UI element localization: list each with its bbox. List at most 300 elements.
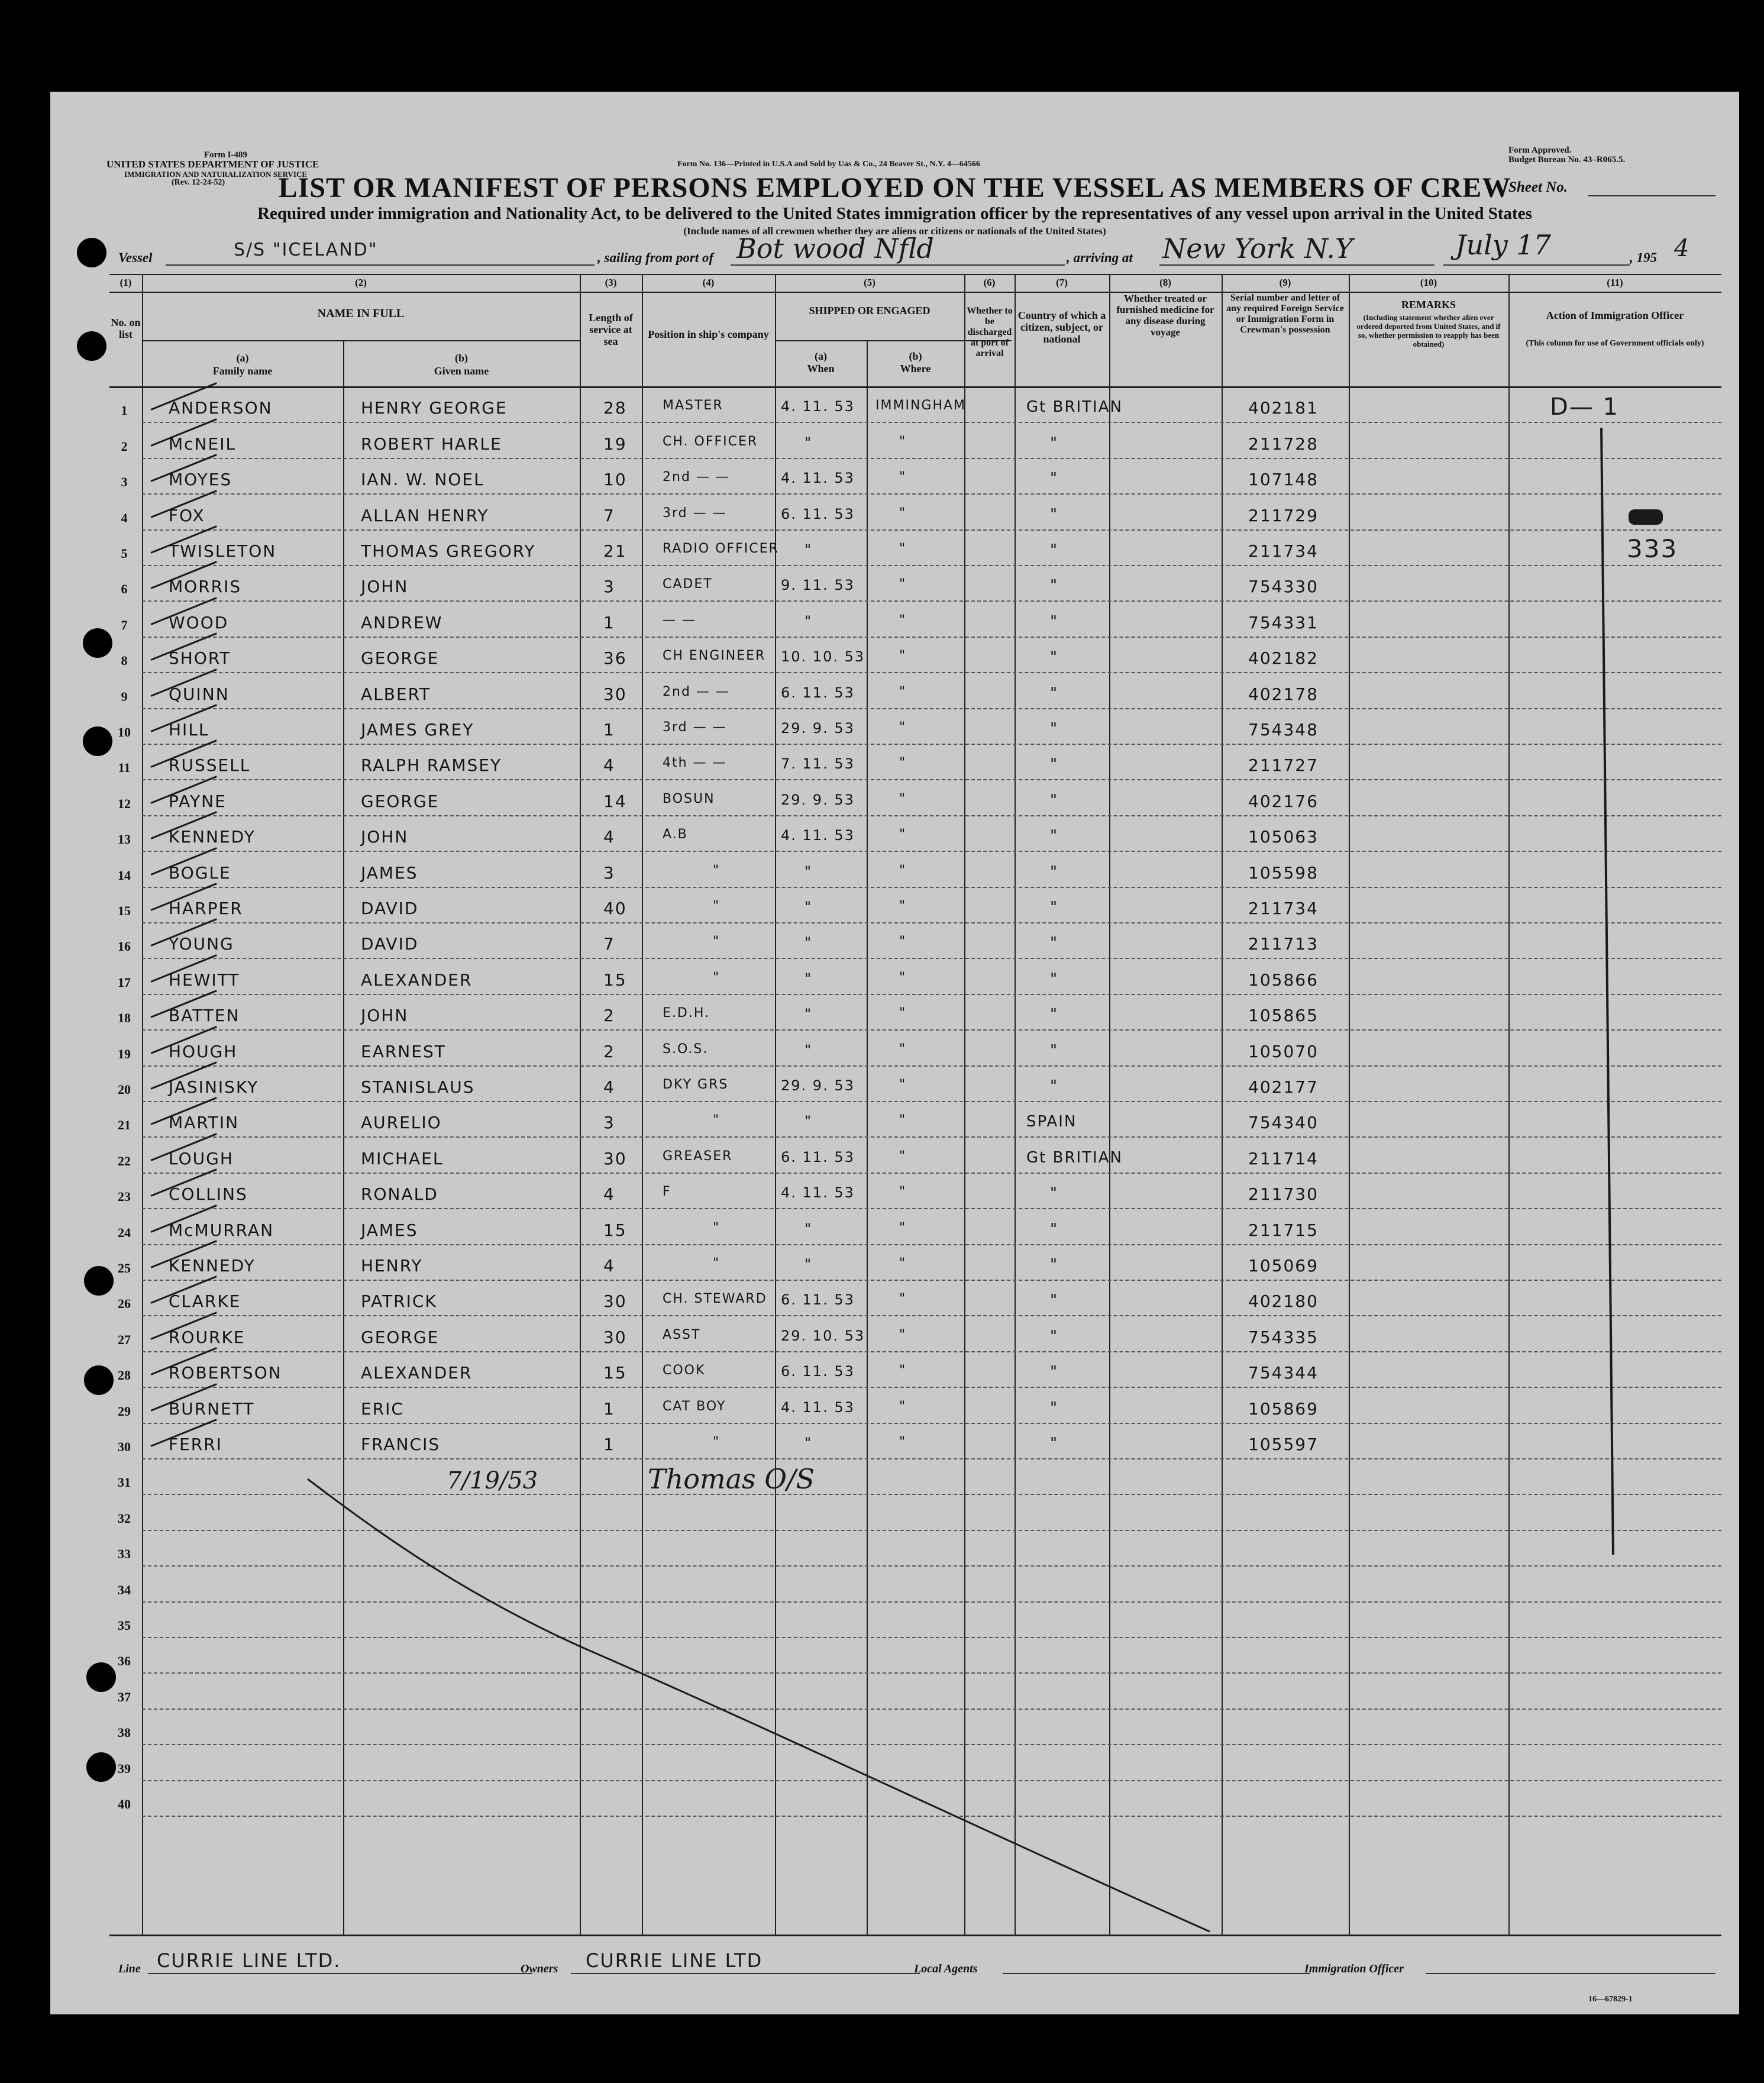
country-cell: "	[1050, 684, 1058, 702]
length-cell: 4	[603, 1184, 615, 1204]
serial-cell: 211729	[1248, 505, 1319, 525]
header-remarks: REMARKS	[1401, 299, 1456, 311]
length-cell: 1	[603, 1399, 615, 1419]
country-cell: "	[1050, 612, 1058, 631]
cancellation-diagonal	[50, 92, 1739, 2014]
serial-cell: 211727	[1248, 755, 1319, 776]
length-cell: 4	[603, 1077, 615, 1097]
colnum-3: (3)	[605, 277, 617, 288]
family-name-cell: KENNEDY	[169, 827, 256, 847]
country-cell: "	[1050, 1291, 1058, 1310]
family-name-cell: MARTIN	[169, 1113, 240, 1133]
shipped-where-cell: "	[899, 1148, 907, 1164]
family-name-cell: BOGLE	[169, 863, 231, 883]
shipped-where-cell: "	[899, 1291, 907, 1307]
position-cell: CAT BOY	[663, 1399, 726, 1414]
family-name-cell: RUSSELL	[169, 755, 251, 776]
given-name-cell: JOHN	[361, 577, 409, 597]
shipped-when-cell: 4. 11. 53	[781, 1399, 855, 1416]
arrival-date: July 17	[1455, 229, 1551, 261]
binder-hole	[84, 1266, 114, 1296]
page-subtitle-note: (Include names of all crewmen whether they are aliens or citizens or nationals of the United States)	[683, 225, 1106, 237]
shipped-when-cell: 29. 9. 53	[781, 1077, 855, 1094]
given-name-cell: EARNEST	[361, 1041, 446, 1061]
vessel-label: Vessel	[118, 250, 153, 265]
family-name-cell: McMURRAN	[169, 1220, 274, 1240]
length-cell: 1	[603, 1435, 615, 1454]
shipped-when-cell: 6. 11. 53	[781, 684, 855, 701]
shipped-when-cell: "	[805, 863, 813, 880]
family-name-cell: KENNEDY	[169, 1256, 256, 1275]
country-cell: Gt BRITIAN	[1026, 398, 1123, 416]
length-cell: 21	[603, 541, 627, 561]
family-name-cell: HILL	[169, 720, 209, 739]
action-number: 333	[1627, 534, 1678, 563]
serial-cell: 754344	[1248, 1363, 1319, 1383]
header-family-name: Family name	[212, 365, 273, 377]
serial-cell: 402180	[1248, 1291, 1319, 1312]
header-when: When	[807, 363, 835, 374]
given-name-cell: AURELIO	[361, 1113, 442, 1133]
shipped-where-cell: "	[899, 1220, 907, 1235]
country-cell: "	[1050, 648, 1058, 667]
shipped-where-cell: IMMINGHAM	[875, 398, 967, 414]
shipped-where-cell: "	[899, 1006, 907, 1021]
owners-field-rule	[571, 1973, 920, 1974]
shipped-when-cell: 6. 11. 53	[781, 505, 855, 522]
serial-cell: 754348	[1248, 720, 1319, 739]
country-cell: Gt BRITIAN	[1026, 1148, 1123, 1167]
country-cell: "	[1050, 434, 1058, 452]
given-name-cell: HENRY	[361, 1256, 423, 1275]
country-cell: "	[1050, 720, 1058, 738]
agents-field-rule	[1003, 1973, 1310, 1974]
country-cell: "	[1050, 899, 1058, 916]
position-cell: "	[713, 1256, 721, 1271]
length-cell: 2	[603, 1006, 615, 1026]
position-cell: ASST	[663, 1327, 701, 1342]
shipped-when-cell: "	[805, 541, 813, 558]
serial-cell: 105070	[1248, 1041, 1319, 1061]
shipped-when-cell: "	[805, 1435, 813, 1451]
row-number: 8	[121, 653, 128, 669]
year-label: , 195	[1630, 250, 1657, 265]
header-action: Action of Immigration Officer	[1546, 309, 1684, 321]
year-digit: 4	[1674, 235, 1689, 262]
length-cell: 3	[603, 577, 615, 597]
given-name-cell: RONALD	[361, 1184, 438, 1204]
owners-label: Owners	[521, 1962, 558, 1975]
row-number: 7	[121, 617, 128, 632]
serial-cell: 211714	[1248, 1148, 1319, 1168]
shipped-where-cell: "	[899, 1184, 907, 1200]
row-number: 40	[118, 1797, 131, 1811]
colnum-5: (5)	[864, 277, 875, 288]
row-number: 23	[118, 1189, 131, 1204]
serial-cell: 211715	[1248, 1220, 1319, 1240]
serial-cell: 105598	[1248, 863, 1319, 883]
length-cell: 7	[603, 934, 615, 954]
given-name-cell: DAVID	[361, 899, 419, 918]
family-name-cell: BATTEN	[169, 1006, 240, 1026]
shipped-where-cell: "	[899, 577, 907, 592]
owners-value: CURRIE LINE LTD	[586, 1949, 763, 1972]
header-serial: Serial number and letter of any required Foreign Service or Immigration Form in Crewman's possession	[1226, 293, 1344, 335]
position-cell: 2nd — —	[663, 470, 730, 485]
family-name-cell: WOOD	[169, 612, 229, 632]
binder-hole	[77, 331, 106, 361]
country-cell: "	[1050, 1399, 1058, 1417]
row-number: 21	[118, 1118, 131, 1133]
length-cell: 30	[603, 684, 627, 704]
position-cell: RADIO OFFICER	[663, 541, 779, 556]
country-cell: "	[1050, 1220, 1058, 1238]
row-number: 4	[121, 510, 128, 525]
row-number: 16	[118, 939, 131, 954]
header-where: Where	[900, 363, 931, 374]
serial-cell: 105069	[1248, 1256, 1319, 1275]
family-name-cell: TWISLETON	[169, 541, 277, 561]
family-name-cell: McNEIL	[169, 434, 237, 454]
shipped-when-cell: 4. 11. 53	[781, 470, 855, 487]
header-position: Position in ship's company	[648, 328, 769, 340]
family-name-cell: ROBERTSON	[169, 1363, 282, 1383]
given-name-cell: GEORGE	[361, 648, 440, 669]
colnum-2: (2)	[355, 277, 367, 288]
position-cell: COOK	[663, 1363, 706, 1378]
colnum-11: (11)	[1607, 277, 1623, 288]
given-name-cell: THOMAS GREGORY	[361, 541, 536, 561]
arriving-label: , arriving at	[1067, 250, 1133, 265]
given-name-cell: FRANCIS	[361, 1435, 441, 1454]
shipped-where-cell: "	[899, 505, 907, 521]
shipped-when-cell: 4. 11. 53	[781, 827, 855, 844]
country-cell: "	[1050, 1041, 1058, 1060]
shipped-when-cell: 29. 10. 53	[781, 1327, 865, 1344]
serial-cell: 105869	[1248, 1399, 1319, 1419]
shipped-where-cell: "	[899, 434, 907, 449]
country-cell: "	[1050, 827, 1058, 845]
given-name-cell: GEORGE	[361, 1327, 440, 1347]
position-cell: GREASER	[663, 1148, 733, 1164]
header-given-b: (b)	[455, 352, 468, 364]
country-cell: SPAIN	[1026, 1113, 1077, 1131]
position-cell: "	[713, 863, 721, 878]
given-name-cell: IAN. W. NOEL	[361, 470, 484, 490]
position-cell: DKY GRS	[663, 1077, 729, 1092]
length-cell: 1	[603, 720, 615, 739]
position-cell: BOSUN	[663, 791, 715, 806]
header-treated: Whether treated or furnished medicine for any disease during voyage	[1116, 293, 1214, 338]
country-cell: "	[1050, 541, 1058, 559]
colnum-10: (10)	[1420, 277, 1437, 288]
form-label: Form I-489	[204, 150, 247, 160]
country-cell: "	[1050, 1006, 1058, 1024]
header-shipped: SHIPPED OR ENGAGED	[809, 305, 931, 317]
length-cell: 3	[603, 1113, 615, 1133]
binder-hole	[77, 238, 106, 267]
serial-cell: 105866	[1248, 970, 1319, 990]
immigration-officer-label: Immigration Officer	[1304, 1962, 1404, 1975]
length-cell: 7	[603, 505, 615, 525]
position-cell: "	[713, 1220, 721, 1235]
given-name-cell: GEORGE	[361, 791, 440, 811]
printer-line: Form No. 136—Printed in U.S.A and Sold by Uas & Co., 24 Beaver St., N.Y. 4—64566	[677, 160, 980, 169]
shipped-when-cell: 29. 9. 53	[781, 791, 855, 808]
row-number: 33	[118, 1546, 131, 1562]
row-number: 3	[121, 474, 128, 490]
header-remarks-sub: (Including statement whether alien ever ordered deported from United States, and if so, whether permission to reapply has been obtained)	[1356, 313, 1501, 348]
shipped-when-cell: 4. 11. 53	[781, 1184, 855, 1202]
serial-cell: 107148	[1248, 470, 1319, 490]
family-name-cell: MOYES	[169, 470, 232, 490]
serial-cell: 211734	[1248, 899, 1319, 918]
position-cell: CH. OFFICER	[663, 434, 758, 449]
binder-hole	[84, 1365, 114, 1395]
page-title: LIST OR MANIFEST OF PERSONS EMPLOYED ON THE VESSEL AS MEMBERS OF CREW	[278, 172, 1511, 204]
position-cell: 2nd — —	[663, 684, 730, 699]
shipped-when-cell: 6. 11. 53	[781, 1148, 855, 1165]
given-name-cell: JOHN	[361, 827, 409, 847]
shipped-where-cell: "	[899, 1041, 907, 1057]
binder-hole	[83, 628, 112, 658]
family-name-cell: MORRIS	[169, 577, 242, 597]
shipped-when-cell: "	[805, 970, 813, 987]
shipped-when-cell: 9. 11. 53	[781, 577, 855, 594]
manifest-sheet	[50, 92, 1739, 2014]
form-code: 16—67829-1	[1588, 1995, 1633, 2004]
shipped-where-cell: "	[899, 755, 907, 771]
colnum-6: (6)	[983, 277, 996, 288]
family-name-cell: FERRI	[169, 1435, 222, 1454]
serial-cell: 211730	[1248, 1184, 1319, 1204]
serial-cell: 105597	[1248, 1435, 1319, 1454]
row-number: 34	[118, 1582, 131, 1597]
family-name-cell: HARPER	[169, 899, 243, 918]
family-name-cell: QUINN	[169, 684, 230, 704]
shipped-where-cell: "	[899, 970, 907, 985]
row-number: 26	[118, 1296, 131, 1312]
length-cell: 2	[603, 1041, 615, 1061]
given-name-cell: ANDREW	[361, 612, 443, 632]
given-name-cell: RALPH RAMSEY	[361, 755, 502, 776]
row-number: 28	[118, 1368, 131, 1383]
page-subtitle: Required under immigration and Nationality Act, to be delivered to the United States immigration officer by the representatives of any vessel upon arrival in the United States	[257, 204, 1532, 223]
shipped-where-cell: "	[899, 827, 907, 842]
length-cell: 30	[603, 1148, 627, 1168]
serial-cell: 402176	[1248, 791, 1319, 811]
family-name-cell: FOX	[169, 505, 205, 525]
row-number: 39	[118, 1761, 131, 1776]
position-cell: E.D.H.	[663, 1006, 710, 1021]
header-country: Country of which a citizen, subject, or national	[1017, 309, 1106, 345]
binder-hole	[83, 726, 112, 756]
header-when-a: (a)	[815, 350, 827, 362]
approval-line-2: Budget Bureau No. 43–R065.5.	[1508, 155, 1626, 164]
position-cell: F	[663, 1184, 671, 1200]
vessel-value: S/S "ICELAND"	[234, 240, 378, 260]
position-cell: CH ENGINEER	[663, 648, 766, 664]
country-cell: "	[1050, 577, 1058, 595]
shipped-where-cell: "	[899, 470, 907, 485]
row-number: 9	[121, 689, 128, 704]
sailing-label: , sailing from port of	[597, 250, 714, 265]
position-cell: CADET	[663, 577, 713, 592]
header-name-in-full: NAME IN FULL	[317, 307, 405, 320]
binder-hole	[86, 1662, 116, 1692]
shipped-where-cell: "	[899, 648, 907, 664]
country-cell: "	[1050, 1327, 1058, 1345]
row-number: 18	[118, 1010, 131, 1026]
sheet-number-label: Sheet No.	[1508, 179, 1568, 195]
row-number: 27	[118, 1332, 131, 1347]
shipped-where-cell: "	[899, 612, 907, 628]
colnum-7: (7)	[1056, 277, 1068, 288]
length-cell: 4	[603, 827, 615, 847]
position-cell: "	[713, 899, 721, 913]
header-where-b: (b)	[909, 350, 922, 362]
serial-cell: 211728	[1248, 434, 1319, 454]
agency-line-3: (Rev. 12-24-52)	[172, 178, 225, 187]
approval-line-1: Form Approved.	[1508, 146, 1572, 155]
country-cell: "	[1050, 1363, 1058, 1381]
shipped-where-cell: "	[899, 1435, 907, 1449]
shipped-where-cell: "	[899, 720, 907, 735]
given-name-cell: HENRY GEORGE	[361, 398, 508, 418]
length-cell: 40	[603, 899, 627, 918]
length-cell: 15	[603, 970, 627, 990]
row-number: 2	[121, 438, 128, 454]
line-value: CURRIE LINE LTD.	[157, 1949, 341, 1972]
serial-cell: 754335	[1248, 1327, 1319, 1347]
length-cell: 4	[603, 1256, 615, 1275]
officer-field-rule	[1426, 1973, 1715, 1974]
shipped-where-cell: "	[899, 863, 907, 878]
length-cell: 30	[603, 1327, 627, 1347]
colnum-9: (9)	[1279, 277, 1291, 288]
shipped-when-cell: "	[805, 899, 813, 915]
row-number: 10	[118, 725, 131, 739]
given-name-cell: ALLAN HENRY	[361, 505, 489, 525]
row-number: 12	[118, 796, 131, 811]
given-name-cell: PATRICK	[361, 1291, 437, 1312]
shipped-when-cell: 4. 11. 53	[781, 398, 855, 415]
shipped-when-cell: 6. 11. 53	[781, 1291, 855, 1309]
row-number: 35	[118, 1618, 131, 1633]
row-number: 36	[118, 1654, 131, 1669]
row-number: 31	[118, 1475, 131, 1490]
family-name-cell: CLARKE	[169, 1291, 241, 1312]
header-family-a: (a)	[236, 352, 249, 364]
shipped-where-cell: "	[899, 791, 907, 806]
serial-cell: 402182	[1248, 648, 1319, 669]
position-cell: 4th — —	[663, 755, 727, 771]
action-mark: D— 1	[1550, 393, 1619, 421]
agents-label: Local Agents	[914, 1962, 978, 1975]
length-cell: 14	[603, 791, 627, 811]
family-name-cell: JASINISKY	[169, 1077, 259, 1097]
row-number: 6	[121, 582, 128, 597]
family-name-cell: ANDERSON	[169, 398, 273, 418]
position-cell: 3rd — —	[663, 505, 727, 521]
line-label: Line	[118, 1962, 141, 1975]
serial-cell: 402178	[1248, 684, 1319, 704]
header-no-on-list: No. on list	[111, 317, 141, 340]
country-cell: "	[1050, 1256, 1058, 1274]
row-number: 32	[118, 1510, 131, 1526]
header-given-name: Given name	[434, 365, 489, 377]
shipped-when-cell: 7. 11. 53	[781, 755, 855, 773]
shipped-where-cell: "	[899, 1363, 907, 1378]
shipped-when-cell: "	[805, 934, 813, 951]
length-cell: 15	[603, 1363, 627, 1383]
shipped-where-cell: "	[899, 1399, 907, 1414]
shipped-when-cell: 10. 10. 53	[781, 648, 865, 666]
position-cell: S.O.S.	[663, 1041, 709, 1057]
serial-cell: 211734	[1248, 541, 1319, 561]
row-number: 30	[118, 1439, 131, 1454]
family-name-cell: PAYNE	[169, 791, 227, 811]
colnum-1: (1)	[119, 277, 132, 288]
country-cell: "	[1050, 470, 1058, 488]
binder-hole	[86, 1752, 116, 1782]
position-cell: "	[713, 970, 721, 985]
country-cell: "	[1050, 1077, 1058, 1095]
header-discharged: Whether to be discharged at port of arrival	[967, 306, 1013, 359]
shipped-where-cell: "	[899, 934, 907, 950]
family-name-cell: YOUNG	[169, 934, 234, 954]
serial-cell: 754331	[1248, 612, 1319, 632]
colnum-4: (4)	[702, 277, 715, 288]
shipped-where-cell: "	[899, 1077, 907, 1092]
row-number: 37	[118, 1689, 131, 1704]
given-name-cell: JAMES GREY	[361, 720, 474, 739]
family-name-cell: SHORT	[169, 648, 231, 669]
given-name-cell: ALEXANDER	[361, 1363, 473, 1383]
row-number: 24	[118, 1225, 131, 1240]
serial-cell: 754340	[1248, 1113, 1319, 1133]
position-cell: "	[713, 1435, 721, 1449]
given-name-cell: MICHAEL	[361, 1148, 444, 1168]
row-number: 22	[118, 1153, 131, 1168]
length-cell: 30	[603, 1291, 627, 1312]
given-name-cell: ERIC	[361, 1399, 404, 1419]
family-name-cell: HOUGH	[169, 1041, 238, 1061]
given-name-cell: DAVID	[361, 934, 419, 954]
given-name-cell: ROBERT HARLE	[361, 434, 502, 454]
country-cell: "	[1050, 755, 1058, 774]
country-cell: "	[1050, 505, 1058, 524]
family-name-cell: ROURKE	[169, 1327, 245, 1347]
given-name-cell: STANISLAUS	[361, 1077, 475, 1097]
shipped-when-cell: "	[805, 1220, 813, 1237]
header-action-sub: (This column for use of Government officials only)	[1526, 339, 1704, 348]
agency-line-1: UNITED STATES DEPARTMENT OF JUSTICE	[106, 159, 319, 170]
shipped-where-cell: "	[899, 684, 907, 699]
shipped-when-cell: "	[805, 1006, 813, 1023]
length-cell: 4	[603, 755, 615, 776]
position-cell: — —	[663, 612, 696, 628]
shipped-when-cell: "	[805, 434, 813, 451]
shipped-where-cell: "	[899, 541, 907, 556]
serial-cell: 402177	[1248, 1077, 1319, 1097]
shipped-when-cell: 6. 11. 53	[781, 1363, 855, 1380]
country-cell: "	[1050, 1435, 1058, 1452]
port-to-value: New York N.Y	[1162, 232, 1353, 264]
given-name-cell: ALBERT	[361, 684, 431, 704]
port-from-value: Bot wood Nfld	[736, 232, 934, 264]
position-cell: "	[713, 934, 721, 950]
